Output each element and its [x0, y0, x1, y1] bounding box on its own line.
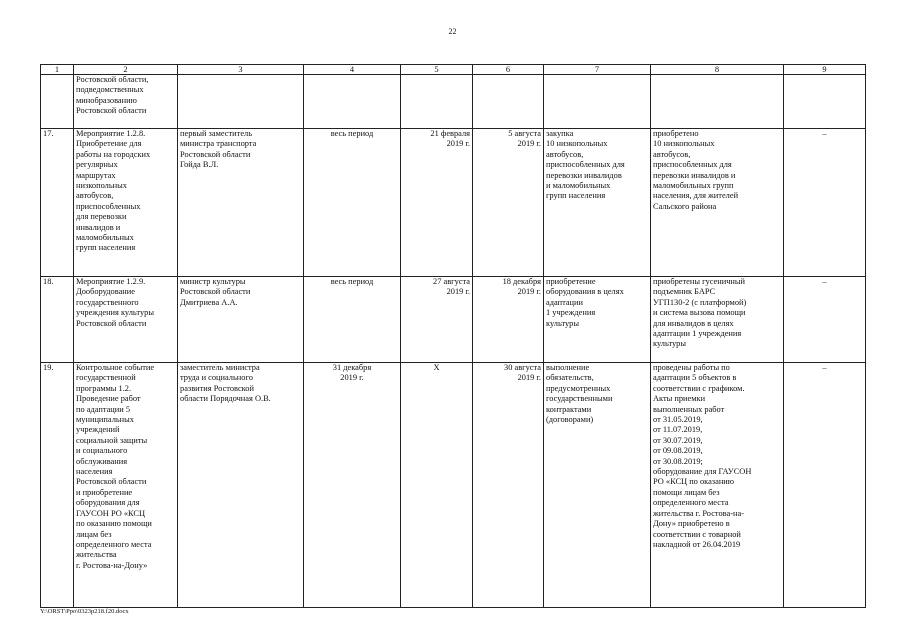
table-row	[41, 129, 866, 277]
actual-result-cell	[651, 75, 784, 129]
table-row	[41, 363, 866, 608]
start-date-cell: 27 августа 2019 г.	[401, 277, 473, 363]
responsible-cell	[178, 75, 304, 129]
report-table	[40, 64, 866, 608]
row-number: 19.	[41, 363, 74, 608]
planned-result-cell: приобретение оборудования в целях адаптации 1 учреждения культуры	[544, 277, 651, 363]
planned-result-cell	[544, 75, 651, 129]
row-number: 18.	[41, 277, 74, 363]
end-date-cell: 18 декабря 2019 г.	[473, 277, 544, 363]
column-header: 3	[178, 65, 304, 75]
column-header: 7	[544, 65, 651, 75]
row-number: 17.	[41, 129, 74, 277]
measure-cell: Мероприятие 1.2.9. Дооборудование государственного учреждения культуры Ростовской области	[74, 277, 178, 363]
note-cell: –	[784, 277, 866, 363]
column-header: 9	[784, 65, 866, 75]
start-date-cell: 21 февраля 2019 г.	[401, 129, 473, 277]
period-cell: весь период	[304, 277, 401, 363]
end-date-cell: 30 августа 2019 г.	[473, 363, 544, 608]
actual-result-cell: проведены работы по адаптации 5 объектов в соответствии с графиком. Акты приемки выполненных работ от 31.05.2019, от 11.07.2019, от 30.07.2019, от 09.08.2019, от 30.08.2019; оборудование для ГАУСОН РО «КСЦ по оказанию помощи лицам без определенного места жительства г. Ростова-на- Дону» приобретено в соответствии с товарной накладной от 26.04.2019	[651, 363, 784, 608]
responsible-cell: министр культуры Ростовской области Дмитриева А.А.	[178, 277, 304, 363]
period-cell: весь период	[304, 129, 401, 277]
column-header: 5	[401, 65, 473, 75]
period-cell	[304, 75, 401, 129]
note-cell	[784, 75, 866, 129]
column-header: 2	[74, 65, 178, 75]
column-header: 1	[41, 65, 74, 75]
measure-cell: Мероприятие 1.2.8. Приобретение для работы на городских регулярных маршрутах низкопольных автобусов, приспособленных для перевозки инвалидов и маломобильных групп населения	[74, 129, 178, 277]
start-date-cell: X	[401, 363, 473, 608]
actual-result-cell: приобретено 10 низкопольных автобусов, приспособленных для перевозки инвалидов и маломобильных групп населения, для жителей Сальского района	[651, 129, 784, 277]
planned-result-cell: закупка 10 низкопольных автобусов, приспособленных для перевозки инвалидов и маломобильных групп населения	[544, 129, 651, 277]
start-date-cell	[401, 75, 473, 129]
measure-cell: Ростовской области, подведомственных минобразованию Ростовской области	[74, 75, 178, 129]
row-number	[41, 75, 74, 129]
planned-result-cell: выполнение обязательств, предусмотренных государственными контрактами (договорами)	[544, 363, 651, 608]
table-row	[41, 75, 866, 129]
responsible-cell: заместитель министра труда и социального развития Ростовской области Порядочная О.В.	[178, 363, 304, 608]
end-date-cell: 5 августа 2019 г.	[473, 129, 544, 277]
column-header: 4	[304, 65, 401, 75]
file-path-footer: Y:\ORST\Ppo\0323p218.f20.docx	[40, 608, 129, 615]
note-cell: –	[784, 363, 866, 608]
end-date-cell	[473, 75, 544, 129]
column-header: 8	[651, 65, 784, 75]
column-header: 6	[473, 65, 544, 75]
period-cell: 31 декабря 2019 г.	[304, 363, 401, 608]
measure-cell: Контрольное событие государственной программы 1.2. Проведение работ по адаптации 5 муниципальных учреждений социальной защиты и социального обслуживания населения Ростовской области и приобретение оборудования для ГАУСОН РО «КСЦ по оказанию помощи лицам без определенного места жительства г. Ростова-на-Дону»	[74, 363, 178, 608]
table-row	[41, 277, 866, 363]
actual-result-cell: приобретены гусеничный подъемник БАРС УГП130-2 (с платформой) и система вызова помощи для инвалидов в целях адаптации 1 учреждения культуры	[651, 277, 784, 363]
responsible-cell: первый заместитель министра транспорта Ростовской области Гойда В.Л.	[178, 129, 304, 277]
column-number-row	[41, 65, 866, 75]
page-number: 22	[448, 27, 457, 36]
note-cell: –	[784, 129, 866, 277]
